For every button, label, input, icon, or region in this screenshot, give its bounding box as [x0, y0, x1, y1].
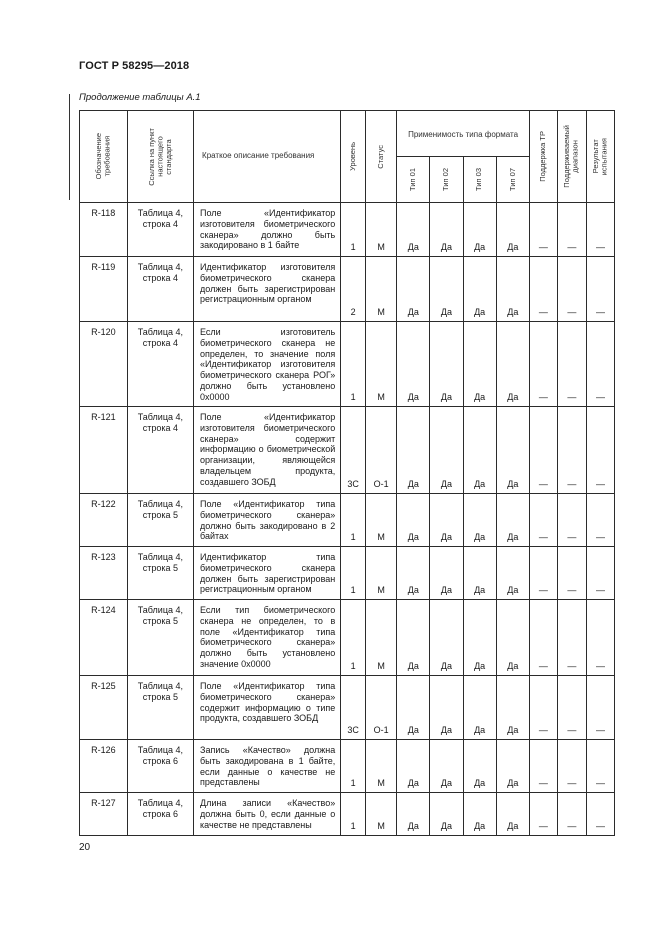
cell-type01: Да: [397, 407, 430, 494]
cell-result: —: [586, 547, 614, 600]
cell-tr-support: —: [529, 600, 557, 676]
cell-ref: Таблица 4, строка 6: [127, 740, 193, 793]
cell-type01: Да: [397, 257, 430, 322]
cell-status: M: [366, 547, 397, 600]
cell-level: 1: [341, 547, 366, 600]
cell-tr-support: —: [529, 494, 557, 547]
cell-status: О-1: [366, 407, 397, 494]
cell-type02: Да: [430, 322, 463, 407]
cell-range: —: [557, 793, 586, 836]
table-row: [80, 257, 615, 322]
cell-type02: Да: [430, 203, 463, 257]
cell-type02: Да: [430, 600, 463, 676]
cell-type07: Да: [496, 257, 529, 322]
cell-ref: Таблица 4, строка 5: [127, 600, 193, 676]
cell-level: 1: [341, 740, 366, 793]
cell-ref: Таблица 4, строка 5: [127, 494, 193, 547]
cell-result: —: [586, 676, 614, 740]
document-title: ГОСТ Р 58295—2018: [79, 60, 190, 72]
cell-range: —: [557, 407, 586, 494]
table-row: [80, 322, 615, 407]
cell-code: R-125: [80, 676, 128, 740]
cell-type01: Да: [397, 740, 430, 793]
cell-range: —: [557, 257, 586, 322]
cell-code: R-121: [80, 407, 128, 494]
cell-type02: Да: [430, 257, 463, 322]
cell-result: —: [586, 600, 614, 676]
cell-tr-support: —: [529, 203, 557, 257]
cell-type07: Да: [496, 793, 529, 836]
table-row: [80, 676, 615, 740]
cell-desc: Длина записи «Качество» должна быть 0, если данные о качестве не представлены: [194, 793, 341, 836]
cell-type01: Да: [397, 676, 430, 740]
cell-tr-support: —: [529, 676, 557, 740]
cell-code: R-127: [80, 793, 128, 836]
cell-result: —: [586, 407, 614, 494]
cell-level: 1: [341, 600, 366, 676]
cell-type02: Да: [430, 494, 463, 547]
col-header-type01: Тип 01: [397, 157, 430, 203]
cell-tr-support: —: [529, 322, 557, 407]
table-row: [80, 600, 615, 676]
cell-type02: Да: [430, 740, 463, 793]
col-header-code: Обозначение требования: [80, 111, 128, 203]
cell-type07: Да: [496, 322, 529, 407]
cell-desc: Если изготовитель биометрического сканера не определен, то значение поля «Идентификатор изготовителя биометрического сканера РОГ» должно быть установлено 0x0000: [194, 322, 341, 407]
cell-ref: Таблица 4, строка 6: [127, 793, 193, 836]
cell-level: 3С: [341, 407, 366, 494]
cell-level: 1: [341, 203, 366, 257]
cell-result: —: [586, 793, 614, 836]
cell-tr-support: —: [529, 740, 557, 793]
cell-range: —: [557, 494, 586, 547]
cell-result: —: [586, 494, 614, 547]
cell-type03: Да: [463, 407, 496, 494]
cell-desc: Поле «Идентификатор типа биометрического сканера» содержит информацию о типе продукта, создавшего ЗОБД: [194, 676, 341, 740]
margin-rule: [69, 94, 70, 200]
cell-range: —: [557, 322, 586, 407]
cell-status: M: [366, 740, 397, 793]
cell-ref: Таблица 4, строка 5: [127, 676, 193, 740]
cell-type01: Да: [397, 203, 430, 257]
cell-range: —: [557, 676, 586, 740]
cell-status: M: [366, 600, 397, 676]
cell-desc: Идентификатор типа биометрического сканера должен быть зарегистрирован регистрационным органом: [194, 547, 341, 600]
cell-desc: Поле «Идентификатор изготовителя биометрического сканера» содержит информацию о биометрической организации, являющейся владельцем продукта, создавшего ЗОБД: [194, 407, 341, 494]
table-row: [80, 793, 615, 836]
cell-code: R-118: [80, 203, 128, 257]
cell-desc: Идентификатор изготовителя биометрического сканера должен быть зарегистрирован регистрационным органом: [194, 257, 341, 322]
col-header-ref: Ссылка на пункт настоящего стандарта: [127, 111, 193, 203]
col-header-type02: Тип 02: [430, 157, 463, 203]
cell-type07: Да: [496, 547, 529, 600]
cell-type07: Да: [496, 600, 529, 676]
cell-type03: Да: [463, 600, 496, 676]
table-row: [80, 203, 615, 257]
cell-type07: Да: [496, 203, 529, 257]
cell-code: R-119: [80, 257, 128, 322]
cell-range: —: [557, 203, 586, 257]
cell-result: —: [586, 740, 614, 793]
table-row: [80, 547, 615, 600]
cell-code: R-122: [80, 494, 128, 547]
table-row: [80, 740, 615, 793]
cell-ref: Таблица 4, строка 5: [127, 547, 193, 600]
col-header-range: Поддерживаемый диапазон: [557, 111, 586, 203]
cell-type03: Да: [463, 676, 496, 740]
cell-range: —: [557, 740, 586, 793]
cell-level: 1: [341, 793, 366, 836]
col-header-status: Статус: [366, 111, 397, 203]
cell-type01: Да: [397, 600, 430, 676]
cell-type01: Да: [397, 547, 430, 600]
cell-status: M: [366, 793, 397, 836]
cell-type01: Да: [397, 494, 430, 547]
cell-type03: Да: [463, 494, 496, 547]
table-continuation-caption: Продолжение таблицы А.1: [79, 92, 201, 103]
table-row: [80, 494, 615, 547]
cell-ref: Таблица 4, строка 4: [127, 203, 193, 257]
col-header-desc: Краткое описание требования: [194, 111, 341, 203]
cell-desc: Если тип биометрического сканера не определен, то в поле «Идентификатор типа биометрического сканера» должно быть установлено значение 0x0000: [194, 600, 341, 676]
cell-type03: Да: [463, 257, 496, 322]
cell-type07: Да: [496, 407, 529, 494]
cell-result: —: [586, 257, 614, 322]
cell-type07: Да: [496, 676, 529, 740]
cell-type07: Да: [496, 740, 529, 793]
col-header-level: Уровень: [341, 111, 366, 203]
requirements-table: [79, 110, 615, 836]
page-number: 20: [79, 842, 91, 853]
cell-level: 2: [341, 257, 366, 322]
cell-type03: Да: [463, 203, 496, 257]
col-header-tr-support: Поддержка ТР: [529, 111, 557, 203]
cell-desc: Поле «Идентификатор изготовителя биометрического сканера» должно быть закодировано в 1 байте: [194, 203, 341, 257]
cell-desc: Поле «Идентификатор типа биометрического сканера» должно быть закодировано в 2 байтах: [194, 494, 341, 547]
cell-status: О-1: [366, 676, 397, 740]
cell-status: M: [366, 203, 397, 257]
cell-tr-support: —: [529, 547, 557, 600]
cell-tr-support: —: [529, 793, 557, 836]
cell-result: —: [586, 322, 614, 407]
cell-ref: Таблица 4, строка 4: [127, 407, 193, 494]
col-header-format-group: Применимость типа формата: [397, 111, 530, 157]
cell-result: —: [586, 203, 614, 257]
table-row: [80, 407, 615, 494]
cell-range: —: [557, 547, 586, 600]
cell-level: 3С: [341, 676, 366, 740]
cell-type03: Да: [463, 740, 496, 793]
cell-status: M: [366, 494, 397, 547]
cell-level: 1: [341, 494, 366, 547]
cell-type02: Да: [430, 547, 463, 600]
col-header-result: Результат испытания: [586, 111, 614, 203]
cell-status: M: [366, 322, 397, 407]
cell-ref: Таблица 4, строка 4: [127, 257, 193, 322]
cell-tr-support: —: [529, 257, 557, 322]
cell-type02: Да: [430, 407, 463, 494]
cell-code: R-126: [80, 740, 128, 793]
cell-status: M: [366, 257, 397, 322]
col-header-type03: Тип 03: [463, 157, 496, 203]
cell-code: R-123: [80, 547, 128, 600]
cell-desc: Запись «Качество» должна быть закодирована в 1 байте, если данные о качестве не представлены: [194, 740, 341, 793]
cell-tr-support: —: [529, 407, 557, 494]
cell-type03: Да: [463, 547, 496, 600]
cell-level: 1: [341, 322, 366, 407]
cell-type02: Да: [430, 676, 463, 740]
col-header-type07: Тип 07: [496, 157, 529, 203]
cell-type07: Да: [496, 494, 529, 547]
cell-type01: Да: [397, 793, 430, 836]
cell-type03: Да: [463, 793, 496, 836]
cell-code: R-124: [80, 600, 128, 676]
cell-type03: Да: [463, 322, 496, 407]
cell-range: —: [557, 600, 586, 676]
cell-code: R-120: [80, 322, 128, 407]
cell-type02: Да: [430, 793, 463, 836]
cell-ref: Таблица 4, строка 4: [127, 322, 193, 407]
cell-type01: Да: [397, 322, 430, 407]
